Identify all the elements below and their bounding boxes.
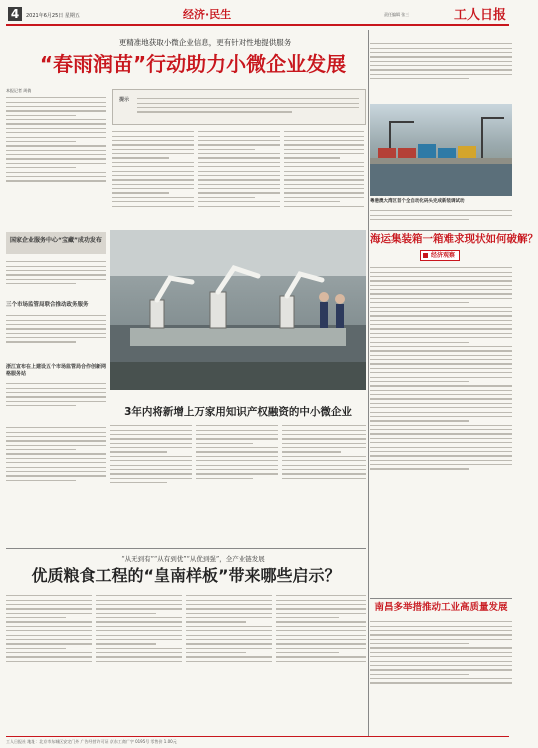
middle-body-col-3 xyxy=(282,422,366,542)
footer-text: 工人日报社 地址：北京市东城区安定门外 广告经营许可证 京东工商广字 0195号 零售价 1.00元 xyxy=(6,739,177,744)
lead-headline: “春雨润苗”行动助力小微企业发展 xyxy=(39,52,347,76)
paper-logo: 工人日报 xyxy=(454,8,507,23)
footer-rule xyxy=(6,736,509,737)
lead-byline: 本报记者 周倩 xyxy=(6,88,32,93)
page-number-badge: 4 xyxy=(8,7,22,21)
subhead-2: 三个市场监管局联合推动政务服务 xyxy=(6,302,89,308)
lead-body-col-3 xyxy=(198,128,280,226)
lead-body-col-4 xyxy=(284,128,364,226)
lead-kicker: 更精准地获取小微企业信息，更有针对性地提供服务 xyxy=(118,38,292,47)
lead-photo xyxy=(110,230,366,390)
bottom-body-col-2 xyxy=(96,592,182,732)
lead-summary-box xyxy=(112,89,366,125)
date-line: 2021年6月25日 星期五 xyxy=(26,13,80,19)
subhead-1: 国家企业服务中心“宝藏”成功发布 xyxy=(10,237,102,244)
right-caption-text xyxy=(370,207,512,229)
bottom-body-col-4 xyxy=(276,592,366,732)
port-photo xyxy=(370,104,512,196)
editor-credits: 责任编辑 张三 xyxy=(384,12,410,17)
right-divider xyxy=(370,230,512,231)
lead-body-col-1b xyxy=(6,258,106,298)
masthead-rule xyxy=(6,24,509,26)
middle-headline: 3年内将新增上万家用知识产权融资的中小微企业 xyxy=(124,406,352,418)
column-separator-right xyxy=(368,30,369,736)
bottom-right-headline: 南昌多举措推动工业高质量发展 xyxy=(374,602,508,613)
right-top-text xyxy=(370,40,512,100)
lead-body-col-1c xyxy=(6,312,106,362)
lead-body-col-1d xyxy=(6,380,106,420)
bottom-body-col-1 xyxy=(6,592,92,732)
lead-body-col-1 xyxy=(6,88,106,226)
bottom-body-col-3 xyxy=(186,592,272,732)
factory-illustration xyxy=(110,230,366,390)
middle-body-col-2 xyxy=(196,422,278,542)
bottom-right-body xyxy=(370,618,512,732)
column-label-text: 经济观察 xyxy=(431,252,456,259)
bottom-headline: 优质粮食工程的“皇南样板”带来哪些启示？ xyxy=(31,566,341,585)
section-title: 经济·民生 xyxy=(183,8,232,21)
right-feature-headline: 海运集装箱一箱难求现状如何破解？ xyxy=(370,233,538,245)
port-illustration xyxy=(370,104,512,196)
port-photo-caption: 粤港澳大湾区首个全自动化码头完成新装调试动 xyxy=(370,199,465,204)
right-feature-body xyxy=(370,264,512,594)
column-label-badge xyxy=(420,250,460,261)
bottom-divider xyxy=(6,548,366,549)
bottom-kicker: “从无到有”“从有到优”“从优到强”，全产业链发展 xyxy=(121,555,265,563)
left-lower-body xyxy=(6,424,106,544)
subhead-3: 浙江宣布在上建设五个市场监管局合作创新网格服务站 xyxy=(6,364,107,377)
lead-body-col-2 xyxy=(112,128,194,226)
summary-label: 提示 xyxy=(119,97,130,103)
subhead-box-1 xyxy=(6,232,106,254)
middle-body-col-1 xyxy=(110,422,192,542)
masthead xyxy=(0,0,515,26)
bottom-right-divider xyxy=(370,598,512,599)
column-label-icon xyxy=(423,253,428,258)
